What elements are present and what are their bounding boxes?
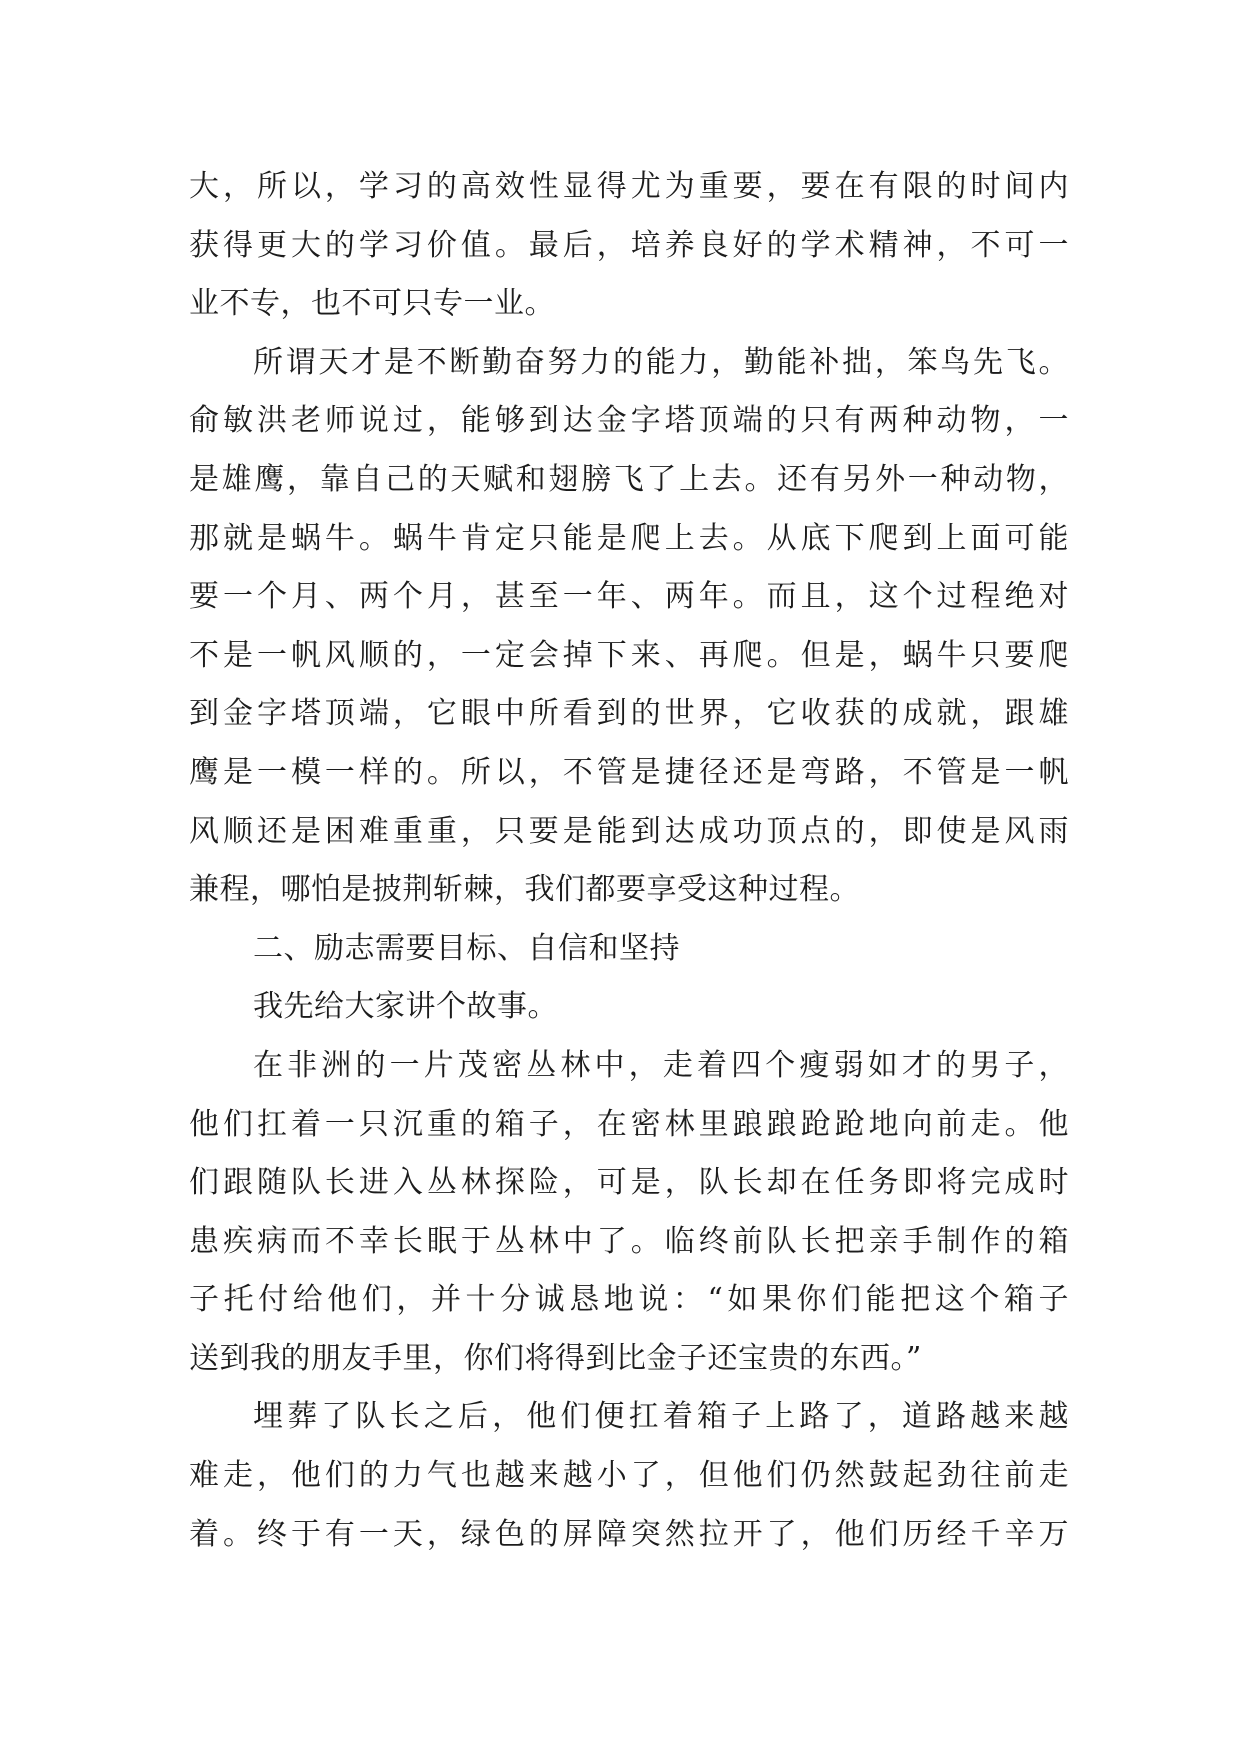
text-line: 送到我的朋友手里，你们将得到比金子还宝贵的东西。” [189, 1340, 922, 1376]
text-line: 着。终于有一天，绿色的屏障突然拉开了，他们历经千辛万 [189, 1516, 1069, 1552]
text-line: 在非洲的一片茂密丛林中，走着四个瘦弱如才的男子， [253, 1047, 1069, 1083]
body-text [189, 158, 1069, 1564]
text-line: 是雄鹰，靠自己的天赋和翅膀飞了上去。还有另外一种动物， [189, 461, 1069, 497]
text-line: 他们扛着一只沉重的箱子，在密林里踉踉跄跄地向前走。他 [189, 1106, 1069, 1142]
text-line: 难走，他们的力气也越来越小了，但他们仍然鼓起劲往前走 [189, 1458, 1069, 1494]
text-line: 二、励志需要目标、自信和坚持 [253, 930, 680, 966]
text-line: 要一个月、两个月，甚至一年、两年。而且，这个过程绝对 [189, 579, 1069, 615]
text-line: 业不专，也不可只专一业。 [189, 286, 555, 322]
text-line: 们跟随队长进入丛林探险，可是，队长却在任务即将完成时 [189, 1165, 1069, 1201]
text-line: 我先给大家讲个故事。 [253, 989, 558, 1025]
text-line: 风顺还是困难重重，只要是能到达成功顶点的，即使是风雨 [189, 813, 1069, 849]
text-line: 那就是蜗牛。蜗牛肯定只能是爬上去。从底下爬到上面可能 [189, 520, 1069, 556]
text-line: 鹰是一模一样的。所以，不管是捷径还是弯路，不管是一帆 [189, 754, 1069, 790]
text-line: 患疾病而不幸长眠于丛林中了。临终前队长把亲手制作的箱 [189, 1223, 1069, 1259]
text-line: 兼程，哪怕是披荆斩棘，我们都要享受这种过程。 [189, 872, 860, 908]
text-line: 到金字塔顶端，它眼中所看到的世界，它收获的成就，跟雄 [189, 696, 1069, 732]
text-line: 不是一帆风顺的，一定会掉下来、再爬。但是，蜗牛只要爬 [189, 637, 1069, 673]
text-line: 埋葬了队长之后，他们便扛着箱子上路了，道路越来越 [253, 1399, 1069, 1435]
text-line: 所谓天才是不断勤奋努力的能力，勤能补拙，笨鸟先飞。 [253, 344, 1069, 380]
text-line: 俞敏洪老师说过，能够到达金字塔顶端的只有两种动物，一 [189, 403, 1069, 439]
text-line: 子托付给他们，并十分诚恳地说：“如果你们能把这个箱子 [189, 1282, 1069, 1318]
text-line: 大，所以，学习的高效性显得尤为重要，要在有限的时间内 [189, 169, 1069, 204]
text-line: 获得更大的学习价值。最后，培养良好的学术精神，不可一 [189, 227, 1069, 263]
